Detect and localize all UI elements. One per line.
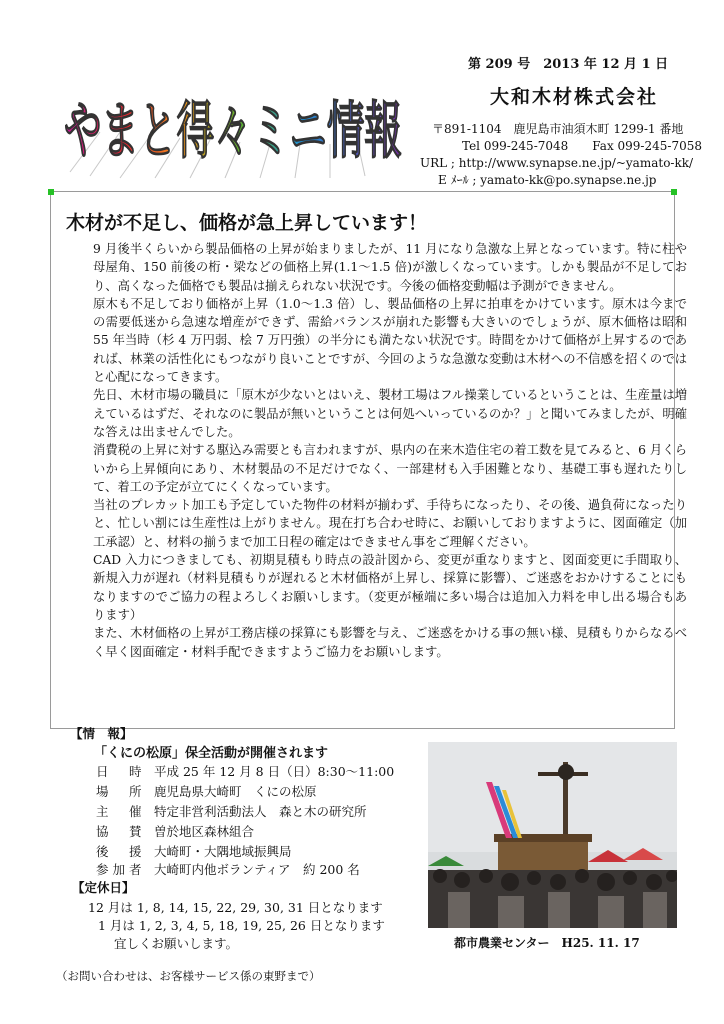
event-row <box>96 802 367 820</box>
event-row <box>96 762 394 780</box>
holiday-line: 宜しくお願いします。 <box>114 936 239 951</box>
event-row-label: 後 援 <box>96 844 146 859</box>
issue-number-date: 第 209 号 2013 年 12 月 1 日 <box>468 57 669 72</box>
event-row <box>96 860 360 878</box>
event-row-label: 協 賛 <box>96 824 146 839</box>
paragraph: 9 月後半くらいから製品価格の上昇が始まりましたが、11 月になり急激な上昇となっています。特に柱や母屋角、150 前後の桁・梁などの価格上昇(1.1～1.5 倍)が激しくなっています。しかも製品が不足しており、高くなった価格でも製品は揃えられない状況です。今後の価格変動幅は予測ができません。 <box>93 242 687 293</box>
event-row-value: 大崎町・大隅地域振興局 <box>154 844 292 859</box>
paragraph: また、木材価格の上昇が工務店様の採算にも影響を与え、ご迷惑をかける事の無い様、見積もりからなるべく早く図面確定・材料手配できますようご協力をお願いします。 <box>93 626 687 659</box>
event-title: 「くにの松原」保全活動が開催されます <box>94 746 329 761</box>
event-row <box>96 842 292 860</box>
company-name: 大和木材株式会社 <box>490 86 659 108</box>
event-row-label: 日 時 <box>96 764 146 779</box>
event-row-label: 主 催 <box>96 804 146 819</box>
website-url[interactable]: URL ; http://www.synapse.ne.jp/~yamato-kk/ <box>420 156 694 170</box>
company-address: 〒891-1104 鹿児島市油須木町 1299-1 番地 <box>432 122 684 136</box>
paragraph: CAD 入力につきましても、初期見積もり時点の設計図から、変更が重なりますと、図面変更に手間取り、新規入力が遅れ（材料見積もりが遅れると木材価格が上昇し、採算に影響）、ご迷惑をおかけすることにもなりますのでご協力の程よろしくお願いします。（変更が極端に多い場合は追加入力料を申し出る場合もあります） <box>93 553 687 622</box>
holidays-heading: 【定休日】 <box>72 880 135 895</box>
holiday-line: 12 月は 1, 8, 14, 15, 22, 29, 30, 31 日となります <box>88 900 383 915</box>
event-row-value: 鹿児島県大崎町 くにの松原 <box>154 784 317 799</box>
event-row-value: 大崎町内他ボランティア 約 200 名 <box>154 862 360 877</box>
paragraph: 先日、木材市場の職員に「原木が少ないとはいえ、製材工場はフル操業しているということは、生産量は増えているはずだ、それなのに製品が無いということは何処へいっているのか？」と聞いてみましたが、明確な答えは出ませんでした。 <box>93 388 687 439</box>
event-row-value: 曽於地区森林組合 <box>154 824 255 839</box>
photo-caption: 都市農業センター H25. 11. 17 <box>454 936 640 950</box>
article-body <box>93 240 687 661</box>
event-row-label: 参加者 <box>96 862 146 877</box>
article-headline: 木材が不足し、価格が急上昇しています！ <box>66 212 428 234</box>
newsletter-logo <box>60 52 406 180</box>
event-row-label: 場 所 <box>96 784 146 799</box>
paragraph: 当社のプレカット加工も予定していた物件の材料が揃わず、手待ちになったり、その後、過負荷になったりと、忙しい割には生産性は上がりません。現在打ち合わせ時に、お願いしておりますように、図面確定（加工承認）と、材料の揃うまで加工日程の確定はできません事をご理解ください。 <box>93 498 687 549</box>
paragraph: 原木も不足しており価格が上昇（1.0～1.3 倍）し、製品価格の上昇に拍車をかけています。原木は今までの需要低迷から急速な増産ができず、需給バランスが崩れた影響も大きいのでしょうが、原木価格は昭和 55 年当時（杉 4 万円弱、桧 7 万円強）の半分にも満たない状況です。時間をかけて価格が上昇するのであれば、林業の活性化にもつながり良いことですが、今回のような急激な変動は木材への不信感を招くのではと心配になってきます。 <box>93 296 687 385</box>
holiday-line: 1 月は 1, 2, 3, 4, 5, 18, 19, 25, 26 日となります <box>98 918 385 933</box>
event-photo <box>428 742 677 928</box>
event-row-value: 平成 25 年 12 月 8 日（日）8:30～11:00 <box>154 764 395 779</box>
logo-text: やまと得々ミニ情報 <box>64 94 402 167</box>
footer-contact-note: （お問い合わせは、お客様サービス係の東野まで） <box>56 969 321 983</box>
event-row <box>96 822 254 840</box>
tel-fax: Tel 099-245-7048 Fax 099-245-7058 <box>462 139 702 153</box>
event-row <box>96 782 317 800</box>
corner-mark <box>48 189 54 195</box>
event-row-value: 特定非営利活動法人 森と木の研究所 <box>154 804 367 819</box>
info-heading: 【情 報】 <box>70 726 133 741</box>
paragraph: 消費税の上昇に対する駆込み需要とも言われますが、県内の在来木造住宅の着工数を見てみると、6 月くらいから上昇傾向にあり、木材製品の不足だけでなく、一部建材も入手困難となり、基礎工事も遅れたりして、着工の予定が立てにくくなっています。 <box>93 443 687 494</box>
email-address[interactable]: E ﾒｰﾙ ; yamato-kk@po.synapse.ne.jp <box>438 173 657 187</box>
corner-mark <box>671 189 677 195</box>
